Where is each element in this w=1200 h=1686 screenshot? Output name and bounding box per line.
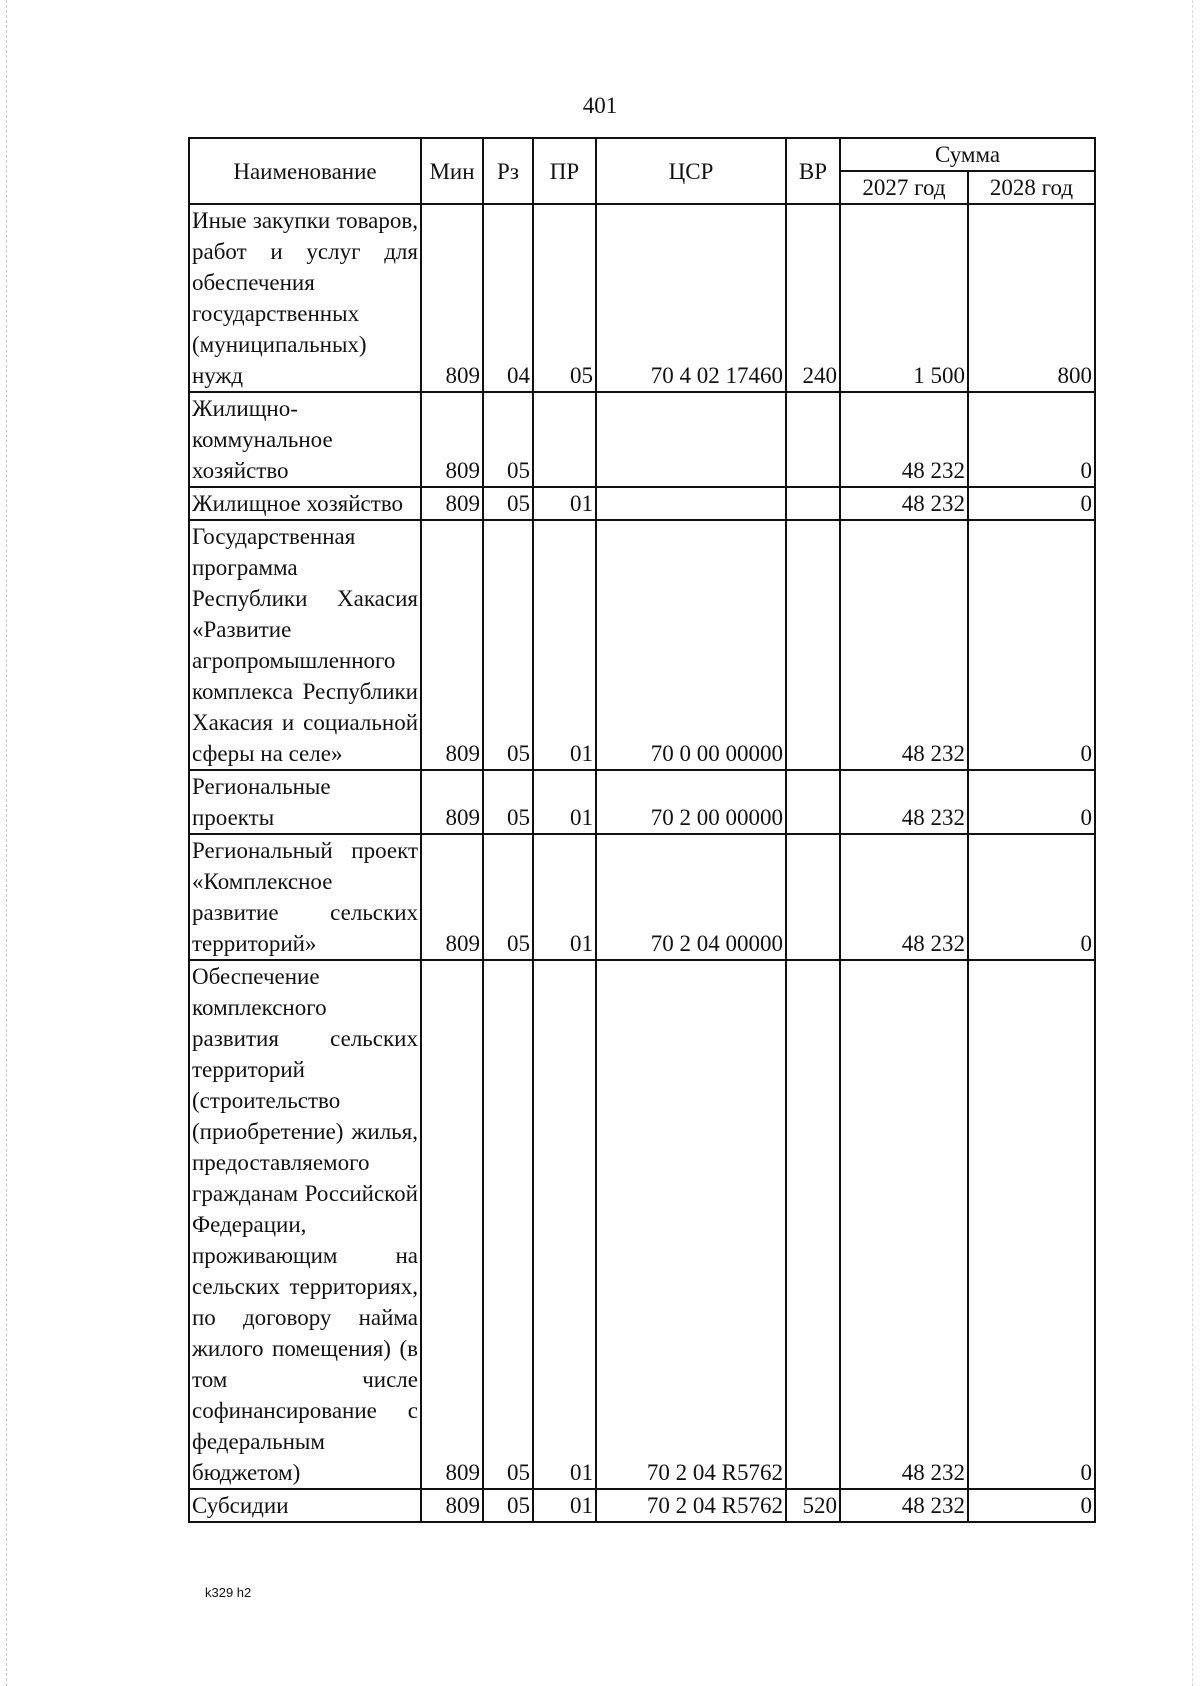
header-rz: Рз (483, 138, 533, 204)
row-vr (786, 487, 840, 520)
row-name: Субсидии (189, 1489, 421, 1522)
row-name: Иные закупки товаров, работ и услуг для обеспечения государственных (муниципальных) нужд (189, 204, 421, 392)
row-2028: 0 (968, 520, 1095, 770)
row-min: 809 (421, 960, 483, 1489)
row-2027: 48 232 (840, 770, 968, 834)
row-min: 809 (421, 204, 483, 392)
row-csr: 70 2 04 R5762 (596, 1489, 786, 1522)
row-pr: 01 (533, 1489, 596, 1522)
table-row (189, 204, 1095, 392)
row-rz: 05 (483, 770, 533, 834)
row-2028: 0 (968, 487, 1095, 520)
row-name: Жилищное хозяйство (189, 487, 421, 520)
row-2028: 0 (968, 960, 1095, 1489)
row-name: Региональные проекты (189, 770, 421, 834)
row-min: 809 (421, 770, 483, 834)
footer-code: k329 h2 (205, 1585, 252, 1600)
table-row (189, 520, 1095, 770)
row-2028: 800 (968, 204, 1095, 392)
row-min: 809 (421, 834, 483, 960)
row-2027: 48 232 (840, 1489, 968, 1522)
row-name: Государственная программа Республики Хакасия «Развитие агропромышленного комплекса Республики Хакасия и социальной сферы на селе» (189, 520, 421, 770)
row-min: 809 (421, 520, 483, 770)
row-csr: 70 2 04 R5762 (596, 960, 786, 1489)
budget-table (188, 137, 1096, 1523)
row-2027: 48 232 (840, 487, 968, 520)
row-2028: 0 (968, 392, 1095, 487)
scan-edge (6, 0, 7, 1686)
row-rz: 05 (483, 487, 533, 520)
row-pr: 01 (533, 520, 596, 770)
row-vr (786, 770, 840, 834)
row-rz: 05 (483, 1489, 533, 1522)
row-min: 809 (421, 392, 483, 487)
row-2028: 0 (968, 834, 1095, 960)
row-2027: 48 232 (840, 960, 968, 1489)
row-min: 809 (421, 487, 483, 520)
row-csr (596, 487, 786, 520)
row-pr: 01 (533, 834, 596, 960)
header-pr: ПР (533, 138, 596, 204)
row-csr: 70 0 00 00000 (596, 520, 786, 770)
row-name: Региональный проект «Комплексное развитие сельских территорий» (189, 834, 421, 960)
row-pr: 01 (533, 960, 596, 1489)
table-row (189, 392, 1095, 487)
header-vr: ВР (786, 138, 840, 204)
row-name: Жилищно-коммунальное хозяйство (189, 392, 421, 487)
row-csr: 70 2 04 00000 (596, 834, 786, 960)
row-pr: 01 (533, 770, 596, 834)
row-vr: 240 (786, 204, 840, 392)
row-csr: 70 2 00 00000 (596, 770, 786, 834)
header-2027: 2027 год (840, 171, 968, 204)
row-2027: 48 232 (840, 392, 968, 487)
row-2028: 0 (968, 770, 1095, 834)
table-row (189, 960, 1095, 1489)
row-csr (596, 392, 786, 487)
row-vr (786, 960, 840, 1489)
table-row (189, 834, 1095, 960)
row-csr: 70 4 02 17460 (596, 204, 786, 392)
row-vr (786, 834, 840, 960)
row-rz: 05 (483, 520, 533, 770)
row-pr: 05 (533, 204, 596, 392)
header-min: Мин (421, 138, 483, 204)
row-pr (533, 392, 596, 487)
row-rz: 04 (483, 204, 533, 392)
row-min: 809 (421, 1489, 483, 1522)
row-2027: 48 232 (840, 834, 968, 960)
row-vr (786, 392, 840, 487)
scan-edge (1192, 0, 1193, 1686)
row-2028: 0 (968, 1489, 1095, 1522)
table-row (189, 1489, 1095, 1522)
row-rz: 05 (483, 834, 533, 960)
row-vr: 520 (786, 1489, 840, 1522)
row-2027: 48 232 (840, 520, 968, 770)
header-csr: ЦСР (596, 138, 786, 204)
page-number: 401 (582, 93, 618, 118)
row-name: Обеспечение комплексного развития сельских территорий (строительство (приобретение) жилья, предоставляемого гражданам Российской Федерации, проживающим на сельских территориях, по договору найма жилого помещения) (в том числе софинансирование с федеральным бюджетом) (189, 960, 421, 1489)
row-rz: 05 (483, 392, 533, 487)
table-row (189, 770, 1095, 834)
row-rz: 05 (483, 960, 533, 1489)
table-row (189, 487, 1095, 520)
header-row (189, 138, 1095, 171)
header-name: Наименование (189, 138, 421, 204)
row-vr (786, 520, 840, 770)
header-sum: Сумма (840, 138, 1095, 171)
header-2028: 2028 год (968, 171, 1095, 204)
row-pr: 01 (533, 487, 596, 520)
row-2027: 1 500 (840, 204, 968, 392)
